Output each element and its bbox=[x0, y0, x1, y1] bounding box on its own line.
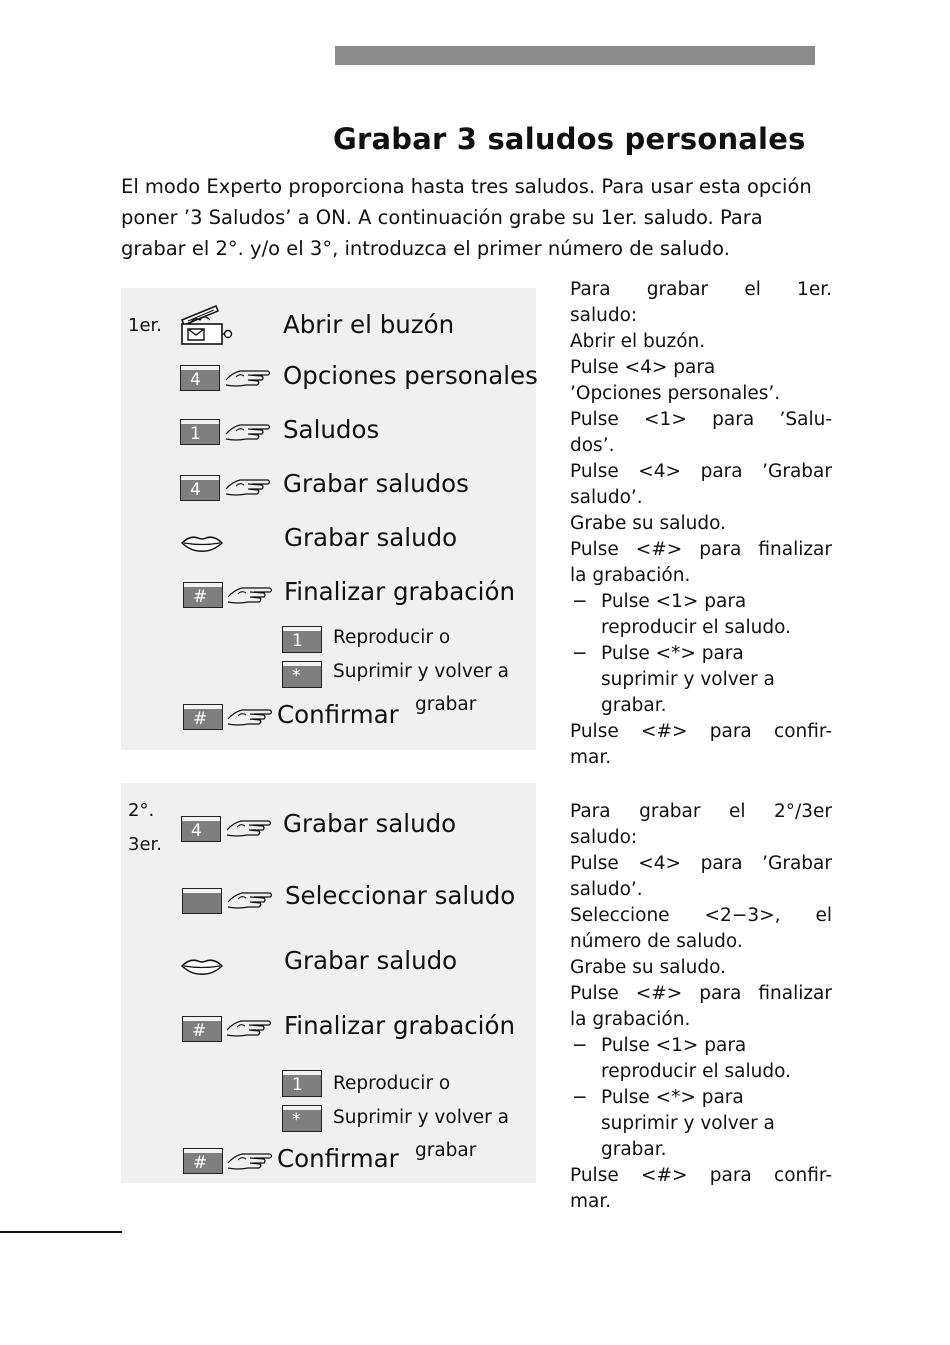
step-open-mailbox: Abrir el buzón bbox=[283, 310, 455, 339]
key-hash: # bbox=[183, 582, 223, 608]
key-hash: # bbox=[183, 704, 223, 730]
bullet-text: Pulse <*> para bbox=[601, 1087, 744, 1108]
step-confirm: Confirmar bbox=[277, 700, 399, 729]
pointing-hand-icon bbox=[224, 472, 272, 500]
bullet-text: reproducir el saludo. bbox=[601, 1061, 791, 1082]
bullet-dash: − bbox=[572, 643, 588, 664]
instruction-line: saludo’. bbox=[570, 487, 643, 508]
instruction-line: Seleccione <2−3>, el bbox=[570, 905, 832, 926]
lips-icon bbox=[180, 955, 224, 977]
step-select-greeting: Seleccionar saludo bbox=[285, 881, 516, 910]
intro-line: poner ’3 Saludos’ a ON. A continuación grabe su 1er. saludo. Para bbox=[121, 206, 763, 229]
bullet-item bbox=[570, 589, 832, 615]
bullet-text: grabar. bbox=[601, 1139, 667, 1160]
option-replay: Reproducir o bbox=[333, 627, 451, 648]
step-greetings: Saludos bbox=[283, 415, 380, 444]
instruction-line: saludo: bbox=[570, 305, 638, 326]
key-hash: # bbox=[183, 1148, 223, 1174]
instruction-line: Pulse <1> para ’Salu- bbox=[570, 409, 832, 430]
step-record-greeting: Grabar saludo bbox=[284, 946, 458, 975]
bullet-dash: − bbox=[572, 591, 588, 612]
option-replay: Reproducir o bbox=[333, 1073, 451, 1094]
bullet-text: suprimir y volver a bbox=[601, 1113, 775, 1134]
intro-line: grabar el 2°. y/o el 3°, introduzca el primer número de saludo. bbox=[121, 237, 730, 260]
option-delete-continued: grabar bbox=[415, 694, 477, 715]
key-star: * bbox=[282, 1105, 322, 1132]
instruction-line: Pulse <4> para ’Grabar bbox=[570, 461, 832, 482]
instruction-line: Pulse <#> para finalizar bbox=[570, 983, 832, 1004]
instruction-line: Abrir el buzón. bbox=[570, 331, 706, 352]
instruction-line: Pulse <#> para finalizar bbox=[570, 539, 832, 560]
ordinal-third: 3er. bbox=[128, 834, 162, 855]
key-hash: # bbox=[182, 1016, 222, 1042]
instruction-line: Grabe su saludo. bbox=[570, 957, 726, 978]
instruction-line: Pulse <#> para confir- bbox=[570, 1165, 832, 1186]
step-finish-recording: Finalizar grabación bbox=[284, 1011, 516, 1040]
key-number bbox=[182, 888, 222, 914]
mailbox-icon bbox=[178, 302, 238, 348]
instruction-line: saludo: bbox=[570, 827, 638, 848]
bullet-text: Pulse <*> para bbox=[601, 643, 744, 664]
instruction-line: número de saludo. bbox=[570, 931, 743, 952]
pointing-hand-icon bbox=[224, 417, 272, 445]
lips-icon bbox=[180, 532, 224, 554]
instruction-line: Para grabar el 1er. bbox=[570, 279, 832, 300]
pointing-hand-icon bbox=[226, 1146, 274, 1174]
bullet-text: Pulse <1> para bbox=[601, 1035, 747, 1056]
option-delete: Suprimir y volver a bbox=[333, 661, 509, 682]
bullet-dash: − bbox=[572, 1087, 588, 1108]
instruction-line: la grabación. bbox=[570, 565, 691, 586]
pointing-hand-icon bbox=[225, 813, 273, 841]
step-personal-options: Opciones personales bbox=[283, 361, 538, 390]
instruction-line: Para grabar el 2°/3er bbox=[570, 801, 832, 822]
instruction-line: Pulse <4> para bbox=[570, 357, 716, 378]
step-record-greeting: Grabar saludo bbox=[284, 523, 458, 552]
intro-paragraph bbox=[121, 171, 841, 264]
bullet-item bbox=[570, 641, 832, 667]
key-1: 1 bbox=[282, 1070, 322, 1097]
bullet-text: reproducir el saludo. bbox=[601, 617, 791, 638]
step-confirm: Confirmar bbox=[277, 1144, 399, 1173]
bullet-item bbox=[570, 1033, 832, 1059]
instruction-line: mar. bbox=[570, 1191, 612, 1212]
ordinal-first: 1er. bbox=[128, 315, 162, 336]
key-4: 4 bbox=[180, 475, 220, 501]
option-delete-continued: grabar bbox=[415, 1140, 477, 1161]
bullet-text: suprimir y volver a bbox=[601, 669, 775, 690]
step-record-greeting: Grabar saludo bbox=[283, 809, 457, 838]
key-1: 1 bbox=[180, 419, 220, 445]
footer-rule bbox=[0, 1231, 122, 1233]
intro-line: El modo Experto proporciona hasta tres saludos. Para usar esta opción bbox=[121, 175, 812, 198]
pointing-hand-icon bbox=[226, 580, 274, 608]
key-star: * bbox=[282, 661, 322, 688]
instruction-line: Grabe su saludo. bbox=[570, 513, 726, 534]
key-4: 4 bbox=[180, 365, 220, 391]
instruction-line: saludo’. bbox=[570, 879, 643, 900]
ordinal-second: 2°. bbox=[128, 800, 155, 821]
page-title: Grabar 3 saludos personales bbox=[333, 122, 806, 156]
bullet-text: grabar. bbox=[601, 695, 667, 716]
instruction-line: ’Opciones personales’. bbox=[570, 383, 781, 404]
instructions-first bbox=[570, 277, 832, 771]
pointing-hand-icon bbox=[226, 885, 274, 913]
bullet-item bbox=[570, 1085, 832, 1111]
key-4: 4 bbox=[181, 816, 221, 842]
instruction-line: mar. bbox=[570, 747, 612, 768]
instruction-line: la grabación. bbox=[570, 1009, 691, 1030]
pointing-hand-icon bbox=[226, 702, 274, 730]
bullet-dash: − bbox=[572, 1035, 588, 1056]
pointing-hand-icon bbox=[224, 363, 272, 391]
instruction-line: Pulse <#> para confir- bbox=[570, 721, 832, 742]
key-1: 1 bbox=[282, 626, 322, 653]
pointing-hand-icon bbox=[225, 1013, 273, 1041]
instruction-line: dos’. bbox=[570, 435, 615, 456]
instruction-line: Pulse <4> para ’Grabar bbox=[570, 853, 832, 874]
step-finish-recording: Finalizar grabación bbox=[284, 577, 516, 606]
instructions-second bbox=[570, 799, 832, 1215]
header-bar bbox=[335, 46, 815, 65]
option-delete: Suprimir y volver a bbox=[333, 1107, 509, 1128]
bullet-text: Pulse <1> para bbox=[601, 591, 747, 612]
step-record-greetings: Grabar saludos bbox=[283, 469, 469, 498]
